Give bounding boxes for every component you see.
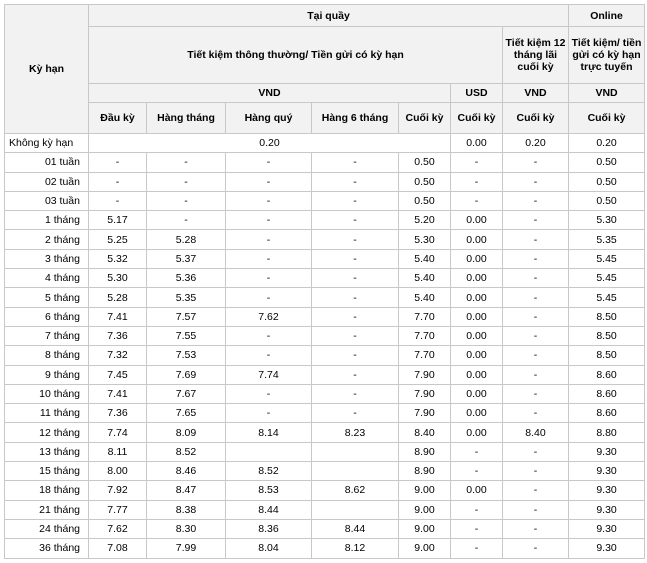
rate-cell-vnd-12: - — [503, 539, 569, 558]
rate-cell-dau-ky: 7.92 — [89, 481, 147, 500]
table-row — [5, 500, 645, 519]
header-hang-6-thang: Hàng 6 tháng — [312, 103, 399, 134]
rate-cell-hang-6-thang: - — [312, 230, 399, 249]
term-cell: 8 tháng — [5, 346, 89, 365]
table-row — [5, 423, 645, 442]
rate-cell-cuoi-ky: 5.20 — [399, 211, 451, 230]
rate-cell-dau-ky: 7.36 — [89, 326, 147, 345]
rate-cell-dau-ky: 7.74 — [89, 423, 147, 442]
header-currency-usd: USD — [451, 84, 503, 103]
term-cell: 4 tháng — [5, 269, 89, 288]
rate-cell-hang-6-thang — [312, 500, 399, 519]
rate-cell-vnd: 0.20 — [89, 134, 451, 153]
rate-cell-hang-6-thang: - — [312, 153, 399, 172]
table-row — [5, 249, 645, 268]
header-currency-vnd-12: VND — [503, 84, 569, 103]
rate-cell-usd: - — [451, 153, 503, 172]
table-row — [5, 326, 645, 345]
rate-cell-vnd-12: - — [503, 442, 569, 461]
rate-cell-hang-quy — [226, 442, 312, 461]
rate-cell-dau-ky: - — [89, 172, 147, 191]
term-cell: 21 tháng — [5, 500, 89, 519]
rate-cell-online: 8.60 — [569, 384, 645, 403]
rate-cell-online: 8.80 — [569, 423, 645, 442]
rate-cell-dau-ky: - — [89, 191, 147, 210]
rate-cell-vnd-12: 0.20 — [503, 134, 569, 153]
table-row — [5, 365, 645, 384]
rate-cell-online: 0.50 — [569, 153, 645, 172]
rate-cell-dau-ky: 5.30 — [89, 269, 147, 288]
term-cell: 36 tháng — [5, 539, 89, 558]
rate-cell-hang-thang: 5.28 — [147, 230, 226, 249]
rate-cell-hang-6-thang: - — [312, 346, 399, 365]
table-row — [5, 288, 645, 307]
rate-cell-vnd-12: - — [503, 249, 569, 268]
rate-cell-cuoi-ky: 0.50 — [399, 153, 451, 172]
rate-cell-online: 0.20 — [569, 134, 645, 153]
rate-cell-hang-thang: 7.67 — [147, 384, 226, 403]
rate-cell-hang-quy: 8.53 — [226, 481, 312, 500]
rate-cell-hang-thang: 5.35 — [147, 288, 226, 307]
rate-cell-hang-thang: 7.57 — [147, 307, 226, 326]
term-cell: 11 tháng — [5, 404, 89, 423]
rate-cell-online: 9.30 — [569, 442, 645, 461]
rate-cell-hang-thang: - — [147, 153, 226, 172]
header-row-3 — [5, 84, 645, 103]
header-currency-vnd-online: VND — [569, 84, 645, 103]
rate-cell-hang-quy: - — [226, 172, 312, 191]
rate-cell-hang-6-thang: - — [312, 384, 399, 403]
rate-cell-vnd-12: - — [503, 462, 569, 481]
table-row — [5, 404, 645, 423]
rate-cell-cuoi-ky: 9.00 — [399, 500, 451, 519]
rate-cell-usd: 0.00 — [451, 249, 503, 268]
rate-cell-dau-ky: 8.11 — [89, 442, 147, 461]
header-cuoi-ky-usd: Cuối kỳ — [451, 103, 503, 134]
term-cell: 7 tháng — [5, 326, 89, 345]
table-row — [5, 153, 645, 172]
rate-cell-online: 9.30 — [569, 462, 645, 481]
rate-cell-cuoi-ky: 7.90 — [399, 404, 451, 423]
rate-cell-cuoi-ky: 5.40 — [399, 288, 451, 307]
rate-cell-dau-ky: 7.08 — [89, 539, 147, 558]
rate-cell-cuoi-ky: 5.30 — [399, 230, 451, 249]
rate-cell-hang-6-thang: 8.12 — [312, 539, 399, 558]
rate-cell-cuoi-ky: 7.90 — [399, 365, 451, 384]
rate-cell-usd: 0.00 — [451, 481, 503, 500]
rate-cell-vnd-12: - — [503, 500, 569, 519]
rate-cell-online: 9.30 — [569, 539, 645, 558]
rate-cell-hang-quy: - — [226, 269, 312, 288]
term-cell: 9 tháng — [5, 365, 89, 384]
rate-cell-vnd-12: - — [503, 307, 569, 326]
header-cuoi-ky-12: Cuối kỳ — [503, 103, 569, 134]
rate-cell-vnd-12: - — [503, 288, 569, 307]
header-row-4 — [5, 103, 645, 134]
rate-cell-cuoi-ky: 0.50 — [399, 172, 451, 191]
rate-cell-hang-quy: 8.52 — [226, 462, 312, 481]
rate-cell-hang-quy: 8.36 — [226, 519, 312, 538]
rate-cell-hang-thang: - — [147, 172, 226, 191]
rate-cell-cuoi-ky: 9.00 — [399, 481, 451, 500]
rate-cell-dau-ky: - — [89, 153, 147, 172]
term-cell: 03 tuần — [5, 191, 89, 210]
rate-cell-dau-ky: 7.36 — [89, 404, 147, 423]
rate-cell-vnd-12: - — [503, 404, 569, 423]
rate-cell-online: 5.30 — [569, 211, 645, 230]
table-row — [5, 191, 645, 210]
header-hang-thang: Hàng tháng — [147, 103, 226, 134]
rate-cell-vnd-12: - — [503, 191, 569, 210]
rate-cell-usd: - — [451, 172, 503, 191]
rate-cell-hang-thang: 5.37 — [147, 249, 226, 268]
term-cell: 02 tuần — [5, 172, 89, 191]
rate-cell-cuoi-ky: 0.50 — [399, 191, 451, 210]
rate-cell-usd: 0.00 — [451, 211, 503, 230]
term-cell: 1 tháng — [5, 211, 89, 230]
term-cell: 6 tháng — [5, 307, 89, 326]
rate-cell-hang-thang: 8.38 — [147, 500, 226, 519]
rate-cell-hang-thang: 8.09 — [147, 423, 226, 442]
rate-cell-hang-thang: 7.69 — [147, 365, 226, 384]
rate-cell-dau-ky: 7.62 — [89, 519, 147, 538]
term-cell: 2 tháng — [5, 230, 89, 249]
header-online-savings: Tiết kiệm/ tiền gửi có kỳ hạn trực tuyến — [569, 27, 645, 84]
rate-cell-cuoi-ky: 9.00 — [399, 539, 451, 558]
rate-cell-hang-quy: - — [226, 346, 312, 365]
table-row — [5, 172, 645, 191]
rate-cell-dau-ky: 7.32 — [89, 346, 147, 365]
table-row — [5, 539, 645, 558]
rate-cell-cuoi-ky: 8.90 — [399, 462, 451, 481]
rate-cell-vnd-12: - — [503, 269, 569, 288]
rate-cell-hang-thang: 8.46 — [147, 462, 226, 481]
rate-cell-hang-6-thang: - — [312, 249, 399, 268]
table-header — [5, 5, 645, 134]
term-cell: 18 tháng — [5, 481, 89, 500]
table-row — [5, 346, 645, 365]
rate-cell-hang-thang: 8.30 — [147, 519, 226, 538]
rate-cell-vnd-12: - — [503, 153, 569, 172]
rate-cell-hang-6-thang: 8.44 — [312, 519, 399, 538]
rate-cell-online: 8.50 — [569, 307, 645, 326]
rate-cell-hang-thang: 8.47 — [147, 481, 226, 500]
rate-cell-hang-quy: 8.14 — [226, 423, 312, 442]
rate-cell-cuoi-ky: 7.70 — [399, 307, 451, 326]
table-row — [5, 384, 645, 403]
rate-cell-vnd-12: - — [503, 365, 569, 384]
rate-cell-vnd-12: - — [503, 326, 569, 345]
rate-cell-usd: 0.00 — [451, 134, 503, 153]
rate-cell-hang-thang: 7.55 — [147, 326, 226, 345]
rate-cell-hang-thang: 7.99 — [147, 539, 226, 558]
header-cuoi-ky-online: Cuối kỳ — [569, 103, 645, 134]
rate-cell-usd: 0.00 — [451, 230, 503, 249]
rate-cell-cuoi-ky: 8.90 — [399, 442, 451, 461]
rate-cell-vnd-12: - — [503, 346, 569, 365]
rate-cell-usd: - — [451, 539, 503, 558]
term-cell: 01 tuần — [5, 153, 89, 172]
rate-cell-online: 9.30 — [569, 481, 645, 500]
rate-cell-usd: - — [451, 191, 503, 210]
header-online: Online — [569, 5, 645, 27]
rate-cell-online: 0.50 — [569, 191, 645, 210]
rate-cell-vnd-12: - — [503, 384, 569, 403]
rate-cell-online: 5.35 — [569, 230, 645, 249]
rate-cell-vnd-12: - — [503, 230, 569, 249]
rate-cell-cuoi-ky: 7.70 — [399, 346, 451, 365]
rate-cell-online: 8.60 — [569, 404, 645, 423]
rate-cell-online: 8.50 — [569, 346, 645, 365]
rate-cell-hang-quy: 8.44 — [226, 500, 312, 519]
table-row — [5, 307, 645, 326]
rate-cell-cuoi-ky: 5.40 — [399, 249, 451, 268]
rate-cell-online: 8.50 — [569, 326, 645, 345]
rate-cell-cuoi-ky: 9.00 — [399, 519, 451, 538]
rate-cell-online: 0.50 — [569, 172, 645, 191]
rate-cell-hang-6-thang: - — [312, 269, 399, 288]
rate-cell-hang-quy: - — [226, 230, 312, 249]
rate-cell-hang-6-thang: - — [312, 307, 399, 326]
rate-cell-dau-ky: 5.32 — [89, 249, 147, 268]
rate-cell-hang-6-thang: - — [312, 404, 399, 423]
rate-cell-hang-thang: 5.36 — [147, 269, 226, 288]
rate-cell-vnd-12: 8.40 — [503, 423, 569, 442]
term-cell: 24 tháng — [5, 519, 89, 538]
rate-cell-hang-quy: - — [226, 211, 312, 230]
rate-cell-dau-ky: 8.00 — [89, 462, 147, 481]
term-cell: Không kỳ hạn — [5, 134, 89, 153]
rate-cell-hang-thang: 8.52 — [147, 442, 226, 461]
rate-cell-usd: 0.00 — [451, 365, 503, 384]
rate-cell-dau-ky: 5.28 — [89, 288, 147, 307]
rate-cell-online: 5.45 — [569, 249, 645, 268]
rate-cell-usd: 0.00 — [451, 326, 503, 345]
rate-cell-cuoi-ky: 8.40 — [399, 423, 451, 442]
rate-cell-dau-ky: 5.25 — [89, 230, 147, 249]
rate-cell-hang-quy: - — [226, 384, 312, 403]
interest-rate-table — [4, 4, 645, 559]
table-row-no-term — [5, 134, 645, 153]
header-dau-ky: Đầu kỳ — [89, 103, 147, 134]
rate-cell-usd: 0.00 — [451, 269, 503, 288]
rate-cell-hang-6-thang — [312, 462, 399, 481]
rate-cell-hang-6-thang: - — [312, 326, 399, 345]
rate-cell-dau-ky: 7.41 — [89, 307, 147, 326]
term-cell: 15 tháng — [5, 462, 89, 481]
header-cuoi-ky: Cuối kỳ — [399, 103, 451, 134]
term-cell: 5 tháng — [5, 288, 89, 307]
term-cell: 12 tháng — [5, 423, 89, 442]
rate-cell-usd: - — [451, 519, 503, 538]
rate-cell-hang-quy: - — [226, 153, 312, 172]
rate-cell-vnd-12: - — [503, 211, 569, 230]
rate-cell-cuoi-ky: 7.90 — [399, 384, 451, 403]
rate-cell-usd: - — [451, 500, 503, 519]
rate-cell-hang-6-thang: - — [312, 288, 399, 307]
header-term: Kỳ hạn — [5, 5, 89, 134]
header-currency-vnd: VND — [89, 84, 451, 103]
rate-cell-hang-quy: 7.62 — [226, 307, 312, 326]
rate-cell-dau-ky: 7.41 — [89, 384, 147, 403]
rate-cell-hang-6-thang: 8.23 — [312, 423, 399, 442]
rate-cell-cuoi-ky: 7.70 — [399, 326, 451, 345]
rate-cell-cuoi-ky: 5.40 — [399, 269, 451, 288]
term-cell: 3 tháng — [5, 249, 89, 268]
rate-cell-hang-6-thang — [312, 442, 399, 461]
rate-cell-hang-6-thang: - — [312, 191, 399, 210]
rate-cell-hang-quy: - — [226, 404, 312, 423]
rate-cell-usd: 0.00 — [451, 346, 503, 365]
rate-cell-online: 9.30 — [569, 519, 645, 538]
rate-cell-hang-6-thang: 8.62 — [312, 481, 399, 500]
table-row — [5, 230, 645, 249]
rate-cell-usd: 0.00 — [451, 307, 503, 326]
header-counter: Tại quầy — [89, 5, 569, 27]
table-row — [5, 269, 645, 288]
rate-cell-hang-6-thang: - — [312, 365, 399, 384]
rate-cell-dau-ky: 7.45 — [89, 365, 147, 384]
header-12-month-savings: Tiết kiệm 12 tháng lãi cuối kỳ — [503, 27, 569, 84]
table-row — [5, 481, 645, 500]
header-row-1 — [5, 5, 645, 27]
rate-cell-usd: 0.00 — [451, 288, 503, 307]
rate-cell-vnd-12: - — [503, 481, 569, 500]
rate-cell-hang-thang: 7.53 — [147, 346, 226, 365]
term-cell: 13 tháng — [5, 442, 89, 461]
rate-cell-hang-quy: 8.04 — [226, 539, 312, 558]
header-regular-savings: Tiết kiệm thông thường/ Tiền gửi có kỳ hạn — [89, 27, 503, 84]
rate-cell-usd: - — [451, 442, 503, 461]
rate-cell-dau-ky: 7.77 — [89, 500, 147, 519]
rate-cell-hang-quy: - — [226, 326, 312, 345]
rate-cell-usd: 0.00 — [451, 384, 503, 403]
rate-cell-hang-quy: 7.74 — [226, 365, 312, 384]
rate-cell-online: 8.60 — [569, 365, 645, 384]
rate-cell-hang-6-thang: - — [312, 172, 399, 191]
rate-cell-dau-ky: 5.17 — [89, 211, 147, 230]
term-cell: 10 tháng — [5, 384, 89, 403]
rate-cell-hang-quy: - — [226, 249, 312, 268]
header-row-2 — [5, 27, 645, 84]
rate-cell-hang-quy: - — [226, 288, 312, 307]
rate-cell-usd: 0.00 — [451, 423, 503, 442]
rate-cell-online: 5.45 — [569, 269, 645, 288]
rate-cell-online: 9.30 — [569, 500, 645, 519]
rate-cell-usd: - — [451, 462, 503, 481]
table-row — [5, 519, 645, 538]
rate-cell-usd: 0.00 — [451, 404, 503, 423]
rate-cell-vnd-12: - — [503, 519, 569, 538]
table-row — [5, 211, 645, 230]
rate-cell-hang-6-thang: - — [312, 211, 399, 230]
rate-cell-hang-thang: - — [147, 211, 226, 230]
rate-cell-online: 5.45 — [569, 288, 645, 307]
header-hang-quy: Hàng quý — [226, 103, 312, 134]
rate-cell-hang-thang: - — [147, 191, 226, 210]
table-body — [5, 134, 645, 559]
rate-cell-vnd-12: - — [503, 172, 569, 191]
table-row — [5, 442, 645, 461]
rate-cell-hang-thang: 7.65 — [147, 404, 226, 423]
table-row — [5, 462, 645, 481]
rate-cell-hang-quy: - — [226, 191, 312, 210]
